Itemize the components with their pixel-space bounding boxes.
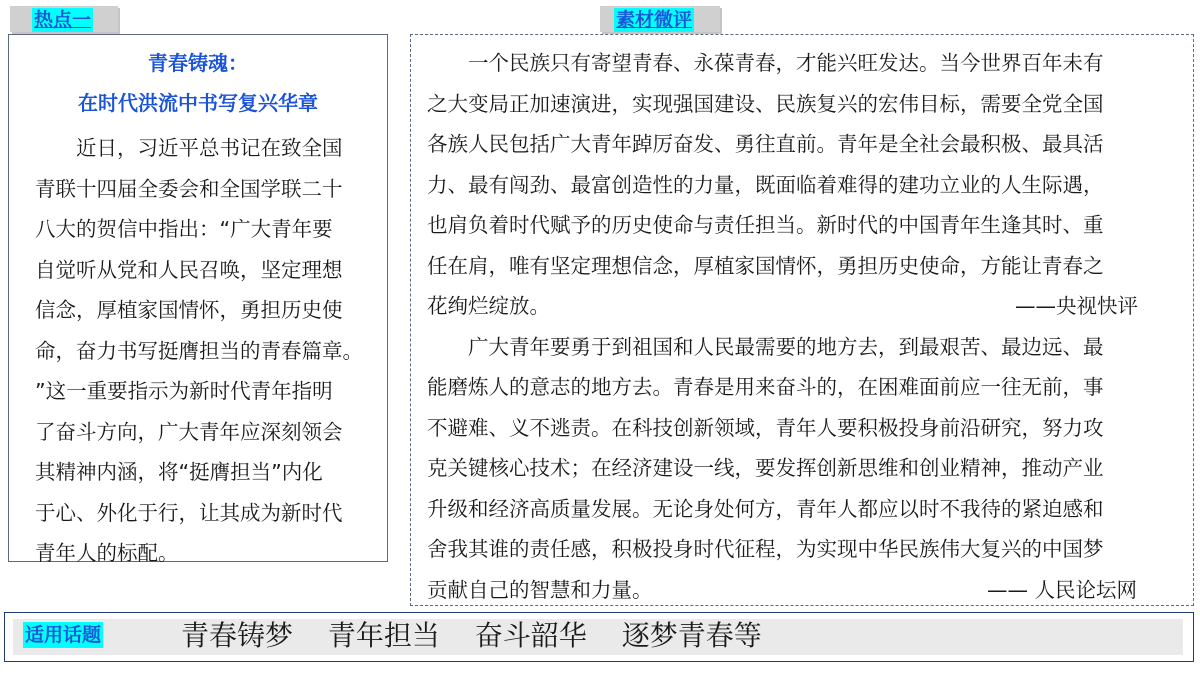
hotspot-body-line: 信念，厚植家国情怀，勇担历史使 bbox=[35, 298, 343, 322]
topic-item: 奋斗韶华 bbox=[474, 619, 587, 652]
topics-list bbox=[181, 619, 788, 653]
hotspot-tag bbox=[10, 6, 118, 32]
commentary-line: 也肩负着时代赋予的历史使命与责任担当。新时代的中国青年生逢其时、重 bbox=[427, 213, 1104, 237]
commentary-line: 之大变局正加速演进，实现强国建设、民族复兴的宏伟目标，需要全党全国 bbox=[427, 91, 1104, 116]
hotspot-body-line: 近日，习近平总书记在致全国 bbox=[35, 136, 343, 160]
commentary-line: 贡献自己的智慧和力量。 bbox=[427, 577, 653, 602]
commentary-tag-label: 素材微评 bbox=[616, 9, 693, 31]
commentary-line: 一个民族只有寄望青春、永葆青春，才能兴旺发达。当今世界百年未有 bbox=[427, 51, 1104, 75]
commentary-tag bbox=[600, 6, 720, 32]
commentary-body bbox=[427, 43, 1187, 610]
hotspot-panel bbox=[8, 34, 388, 565]
commentary-line: 广大青年要勇于到祖国和人民最需要的地方去，到最艰苦、最边远、最 bbox=[427, 334, 1104, 359]
hotspot-title-line1: 青春铸魂： bbox=[148, 51, 248, 75]
topic-item: 青春铸梦 bbox=[181, 619, 294, 652]
commentary-line: 升级和经济高质量发展。无论身处何方，青年人都应以时不我待的紧迫感和 bbox=[427, 496, 1104, 521]
commentary-line: 各族人民包括广大青年踔厉奋发、勇往直前。青年是全社会最积极、最具活 bbox=[427, 132, 1104, 156]
hotspot-body-line: 八大的贺信中指出：“广大青年要 bbox=[35, 217, 333, 241]
source-people-forum: —— 人民论坛网 bbox=[987, 577, 1138, 602]
commentary-line: 不避难、义不逃责。在科技创新领域，青年人要积极投身前沿研究，努力攻 bbox=[427, 415, 1104, 440]
commentary-line: 花绚烂绽放。 bbox=[427, 294, 550, 318]
topics-bar bbox=[4, 612, 1194, 662]
commentary-line: 任在肩，唯有坚定理想信念，厚植家国情怀，勇担历史使命，方能让青春之 bbox=[427, 253, 1104, 278]
hotspot-body-line: 青年人的标配。 bbox=[35, 541, 179, 565]
hotspot-body-line: ”这一重要指示为新时代青年指明 bbox=[35, 379, 333, 403]
topic-item: 逐梦青春等 bbox=[621, 619, 762, 652]
commentary-line-with-source bbox=[427, 286, 1187, 327]
hotspot-title-line2: 在时代洪流中书写复兴华章 bbox=[78, 91, 318, 115]
hotspot-body-line: 自觉听从党和人民召唤，坚定理想 bbox=[35, 257, 343, 282]
commentary-line-with-source bbox=[427, 570, 1187, 611]
topics-label: 适用话题 bbox=[25, 624, 102, 646]
commentary-panel bbox=[410, 34, 1194, 606]
hotspot-body-line: 命，奋力书写挺膺担当的青春篇章。 bbox=[35, 338, 363, 363]
hotspot-body-line: 青联十四届全委会和全国学联二十 bbox=[35, 176, 343, 201]
commentary-line: 克关键核心技术；在经济建设一线，要发挥创新思维和创业精神，推动产业 bbox=[427, 456, 1104, 480]
hotspot-body-line: 其精神内涵，将“挺膺担当”内化 bbox=[35, 460, 323, 484]
hotspot-body-line: 于心、外化于行，让其成为新时代 bbox=[35, 500, 343, 525]
topic-item: 青年担当 bbox=[327, 619, 440, 652]
hotspot-body bbox=[35, 128, 385, 574]
hotspot-tag-label: 热点一 bbox=[34, 9, 92, 31]
commentary-line: 舍我其谁的责任感，积极投身时代征程，为实现中华民族伟大复兴的中国梦 bbox=[427, 537, 1104, 561]
hotspot-body-line: 了奋斗方向，广大青年应深刻领会 bbox=[35, 419, 343, 444]
commentary-line: 能磨炼人的意志的地方去。青春是用来奋斗的，在困难面前应一往无前，事 bbox=[427, 375, 1104, 399]
commentary-line: 力、最有闯劲、最富创造性的力量，既面临着难得的建功立业的人生际遇， bbox=[427, 172, 1104, 197]
source-cctv: ——央视快评 bbox=[1015, 294, 1138, 318]
